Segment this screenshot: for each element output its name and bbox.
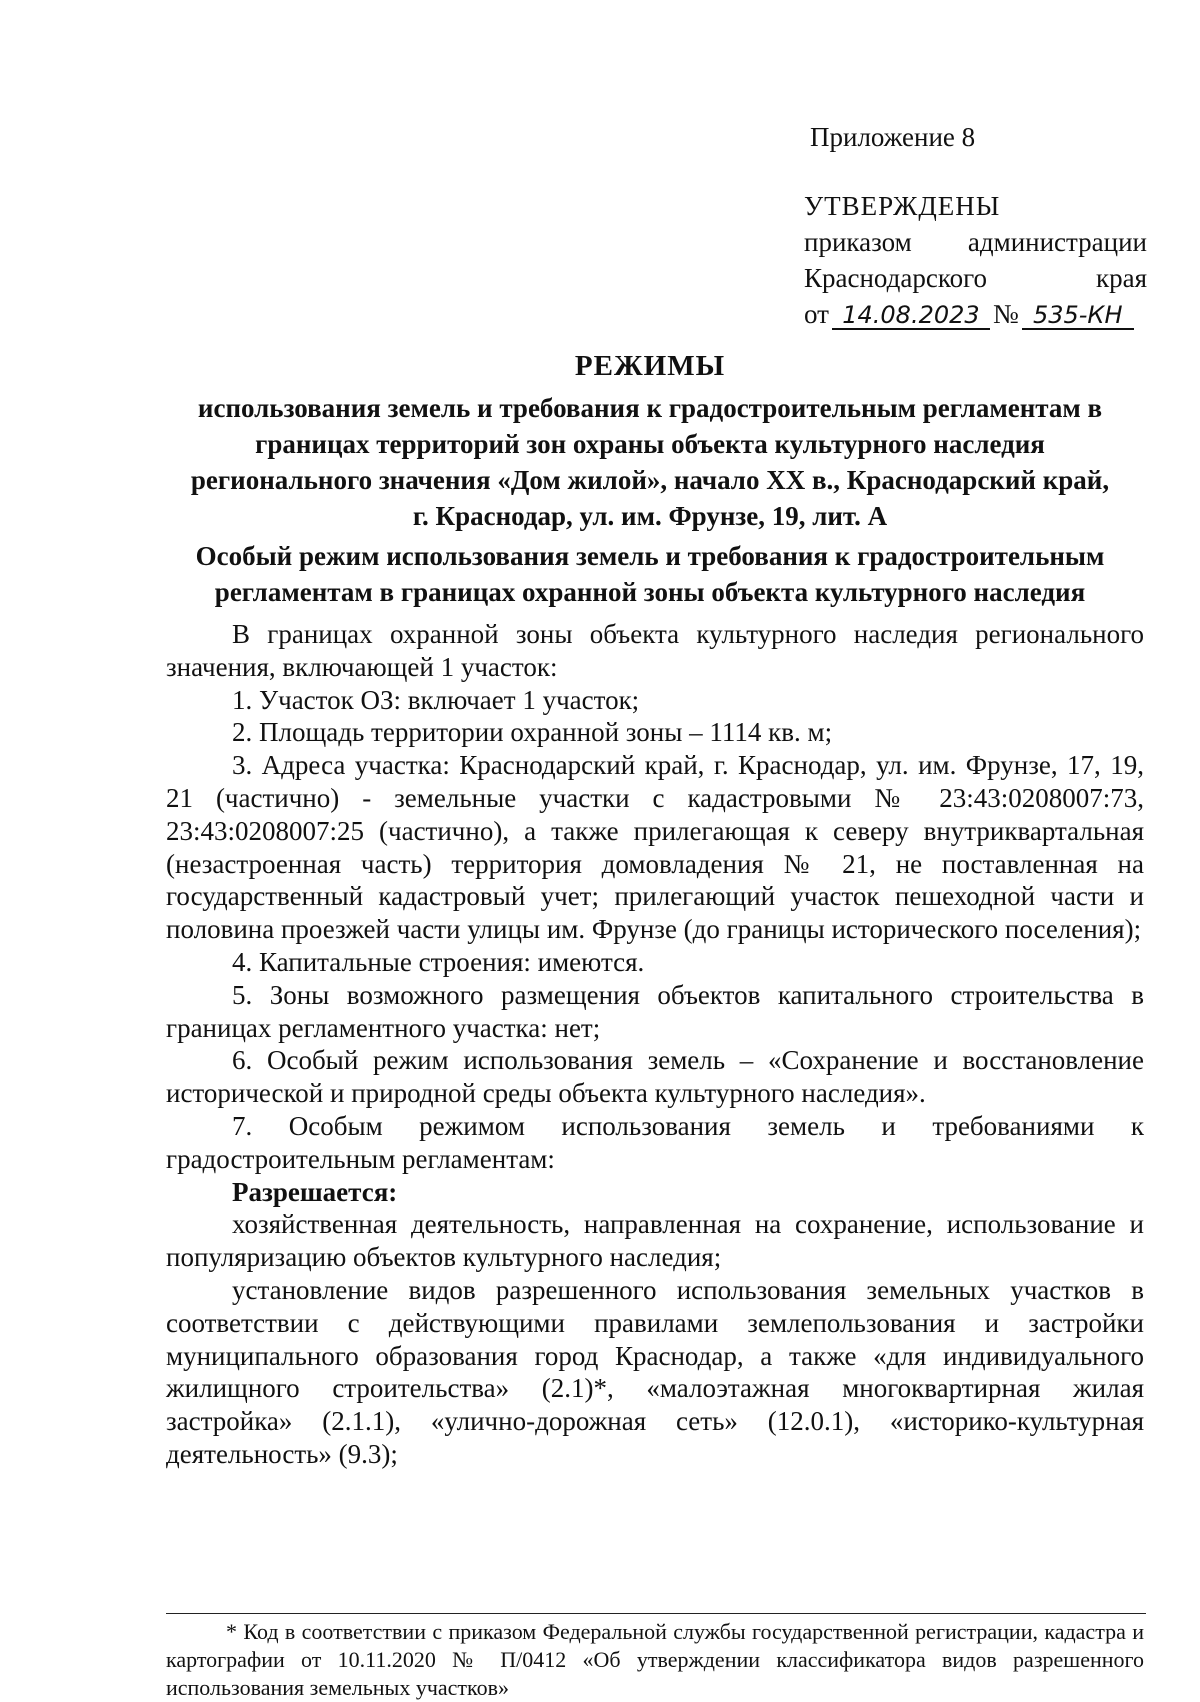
list-item-7: 7. Особым режимом использования земель и требованиями к градостроительным регламентам: [166,1110,1144,1174]
footnote-separator [166,1613,1146,1614]
approved-by-line-1 [804,224,1147,260]
document-subtitle [170,390,1130,534]
list-item-1: 1. Участок ОЗ: включает 1 участок; [232,684,640,715]
from-label: от [804,299,829,329]
approved-by-line-2 [804,260,1147,296]
subtitle-line: использования земель и требования к градостроительным регламентам в [197,393,1103,423]
footnote: * Код в соответствии с приказом Федеральной службы государственной регистрации, кадастра и картографии от 10.11.2020 № П/0412 «Об утверждении классификатора видов разрешенного использования земельных участков» [166,1619,1144,1700]
subtitle-line: г. Краснодар, ул. им. Фрунзе, 19, лит. А [412,501,888,531]
approved-by-word-order: приказом [804,227,912,257]
approved-by-word-administration: администрации [967,227,1147,257]
zone-section-heading [170,538,1130,610]
zone-heading-line: Особый режим использования земель и требования к градостроительным [195,541,1105,571]
approval-block [804,188,1147,332]
approved-by-word-krasnodar: Краснодарского [804,263,988,293]
list-item-3: 3. Адреса участка: Краснодарский край, г. Краснодар, ул. им. Фрунзе, 17, 19, 21 (частично) - земельные участки с кадастровыми № 23:43:0208007:73, 23:43:0208007:25 (частично), а также прилегающая к северу внутриквартальная (незастроенная часть) территория домовладения № 21, не поставленная на государственный кадастровый учет; прилегающий участок пешеходной части и половина проезжей части улицы им. Фрунзе (до границы исторического поселения); [166,750,1144,945]
list-item-6: 6. Особый режим использования земель – «Сохранение и восстановление исторической и природной среды объекта культурного наследия». [166,1045,1144,1109]
zone-heading-line: регламентам в границах охранной зоны объекта культурного наследия [214,577,1086,607]
body-text [166,618,1144,1471]
subtitle-line: границах территорий зон охраны объекта культурного наследия [255,429,1045,459]
permitted-item-1: хозяйственная деятельность, направленная на сохранение, использование и популяризацию объектов культурного наследия; [166,1209,1144,1273]
document-title: РЕЖИМЫ [574,350,726,382]
list-item-2: 2. Площадь территории охранной зоны – 1114 кв. м; [232,717,833,748]
subtitle-line: регионального значения «Дом жилой», начало XX в., Краснодарский край, [190,465,1110,495]
number-label: № [992,299,1019,329]
handwritten-date: 14.08.2023 [832,302,990,330]
approval-date-number-line [804,296,1147,332]
intro-paragraph: В границах охранной зоны объекта культурного наследия регионального значения, включающей 1 участок: [166,619,1144,682]
permitted-item-2: установление видов разрешенного использования земельных участков в соответствии с действующими правилами землепользования и застройки муниципального образования город Краснодар, а также «для индивидуального жилищного строительства» (2.1)*, «малоэтажная многоквартирная жилая застройка» (2.1.1), «улично-дорожная сеть» (12.0.1), «историко-культурная деятельность» (9.3); [166,1274,1144,1469]
permitted-heading: Разрешается: [232,1176,398,1207]
handwritten-order-number: 535-КН [1022,302,1134,330]
approved-by-word-krai: края [1095,263,1147,293]
list-item-4: 4. Капитальные строения: имеются. [232,946,645,977]
appendix-label: Приложение 8 [810,122,976,152]
approved-title: УТВЕРЖДЕНЫ [804,191,1001,221]
list-item-5: 5. Зоны возможного размещения объектов капитального строительства в границах регламентного участка: нет; [166,979,1144,1043]
